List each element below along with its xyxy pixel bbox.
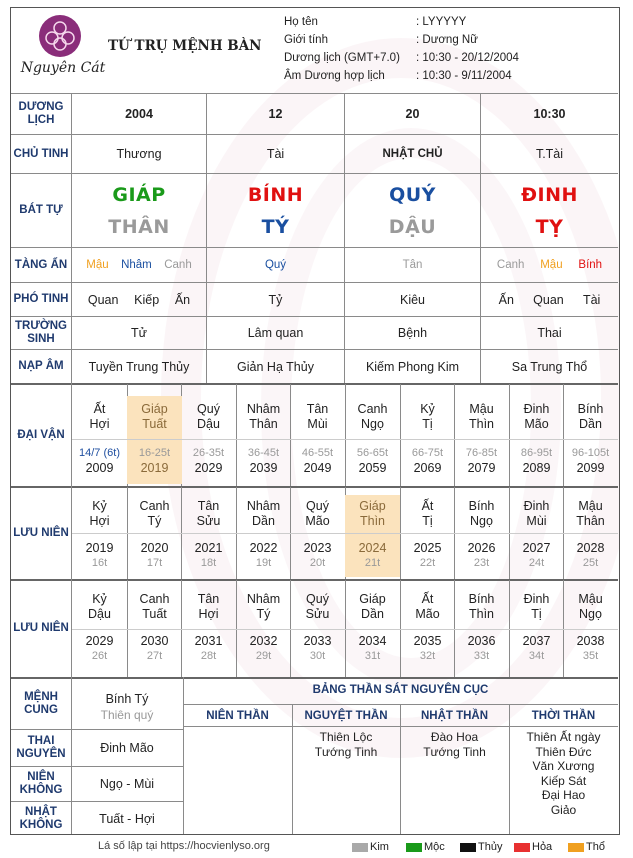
nguyet-item: Tướng Tinh — [314, 744, 378, 759]
cycle-cell — [563, 495, 618, 577]
legend-label: Hỏa — [532, 841, 553, 853]
thoi-than-list — [509, 730, 618, 817]
cycle-branch: Ngọ — [579, 607, 602, 621]
tang-an-item: Mậu — [540, 259, 563, 271]
legend-swatch — [568, 843, 584, 852]
cycle-branch: Mùi — [307, 417, 328, 431]
cycle-year: 2021 — [194, 541, 223, 555]
legend-item — [352, 840, 389, 854]
pho-tinh-item: Tài — [582, 292, 601, 307]
cycle-branch: Hợi — [89, 417, 110, 431]
cycle-age: 35t — [582, 650, 599, 662]
thoi-item: Thiên Ất ngày — [526, 730, 601, 744]
cycle-stem: Bính — [577, 402, 604, 416]
cycle-year: 2029 — [194, 461, 223, 475]
cycle-age: 76-85t — [465, 447, 498, 459]
element-legend — [352, 840, 627, 854]
cycle-branch: Dần — [361, 607, 384, 621]
cycle-year: 2028 — [576, 541, 605, 555]
cycle-age: 29t — [255, 650, 272, 662]
cycle-cell — [400, 495, 455, 577]
cycle-stem: Ất — [421, 499, 434, 513]
cycle-cell — [236, 396, 291, 484]
nguyet-item: Thiên Lộc — [319, 730, 373, 744]
cycle-branch: Dậu — [197, 417, 220, 431]
cycle-cell — [127, 396, 182, 484]
nhat-item: Tướng Tinh — [423, 744, 486, 759]
pho-tinh-item: Quan — [533, 292, 564, 307]
cycle-age: 19t — [255, 557, 272, 569]
cycle-year: 2031 — [194, 634, 223, 648]
cycle-stem: Kỷ — [92, 592, 107, 606]
cycle-cell — [454, 495, 509, 577]
pillar-chu-tinh: Tài — [266, 147, 285, 161]
cycle-cell — [509, 495, 564, 577]
pillar-duong-lich: 20 — [405, 107, 420, 121]
cycle-branch: Ngọ — [470, 514, 493, 528]
cycle-cell — [400, 396, 455, 484]
cycle-stem: Tân — [306, 402, 329, 416]
pillar-chu-tinh: Thương — [116, 147, 162, 161]
cycle-stem: Quý — [306, 592, 329, 606]
pillar-nap-am: Sa Trung Thổ — [511, 359, 588, 374]
cycle-year: 2027 — [522, 541, 551, 555]
pho-tinh-item: Quan — [87, 292, 119, 307]
col-nhat-than: NHẬT THẦN — [420, 709, 489, 722]
cycle-branch: Dậu — [88, 607, 111, 621]
label-chu-tinh: CHỦ TINH — [13, 147, 69, 160]
dai-van-divider — [72, 439, 618, 440]
label-nhat-khong: NHẬT KHÔNG — [19, 806, 63, 831]
cycle-branch: Thìn — [468, 417, 494, 431]
pillar-pho-tinh — [481, 283, 618, 316]
cycle-branch: Tuất — [142, 417, 167, 431]
luu-nien-divider — [72, 533, 618, 534]
cycle-year: 2029 — [85, 634, 114, 648]
cycle-year: 2022 — [249, 541, 278, 555]
label-luu-nien-2: LƯU NIÊN — [13, 622, 69, 634]
cycle-year: 2026 — [467, 541, 496, 555]
cycle-year: 2020 — [140, 541, 169, 555]
legend-label: Thổ — [586, 841, 605, 853]
label-menh-cung: MỆNH CUNG — [24, 690, 58, 716]
cycle-age: 24t — [528, 557, 545, 569]
page-title: TỨ TRỤ MỆNH BÀN — [108, 38, 262, 54]
info-row — [284, 13, 614, 31]
cycle-branch: Thân — [249, 417, 278, 431]
info-row — [284, 67, 614, 85]
nien-khong-value: Ngọ - Mùi — [99, 777, 155, 791]
cycle-age: 25t — [582, 557, 599, 569]
info-row — [284, 31, 614, 49]
tang-an-item: Canh — [164, 259, 192, 271]
cycle-age: 21t — [364, 557, 381, 569]
thoi-item: Thiên Đức — [535, 744, 592, 759]
cycle-branch: Mão — [305, 514, 330, 528]
cycle-branch: Tị — [531, 607, 542, 621]
info-row — [284, 49, 614, 67]
cycle-branch: Mão — [415, 607, 440, 621]
cycle-year: 2036 — [467, 634, 496, 648]
pillar-tang-an — [207, 248, 344, 282]
pillar-chi: TỴ — [535, 216, 564, 238]
cycle-year: 2019 — [140, 461, 169, 475]
cycle-cell — [509, 396, 564, 484]
pillar-can: QUÝ — [389, 184, 436, 206]
cycle-year: 2009 — [85, 461, 114, 475]
thoi-item: Kiếp Sát — [540, 773, 587, 788]
cycle-stem: Đinh — [523, 499, 550, 513]
cycle-age: 17t — [146, 557, 163, 569]
cycle-age: 32t — [419, 650, 436, 662]
cycle-cell — [454, 396, 509, 484]
cycle-stem: Đinh — [523, 592, 550, 606]
cycle-age: 66-75t — [411, 447, 444, 459]
person-info — [284, 13, 614, 85]
legend-swatch — [460, 843, 476, 852]
cycle-year: 2030 — [140, 634, 169, 648]
cycle-age: 86-95t — [520, 447, 553, 459]
cycle-year: 2024 — [358, 541, 387, 555]
info-value: : 10:30 - 20/12/2004 — [416, 52, 519, 64]
pho-tinh-item: Kiếp — [134, 292, 160, 307]
cycle-stem: Nhâm — [246, 592, 281, 606]
cycle-age: 56-65t — [356, 447, 389, 459]
cycle-stem: Quý — [197, 402, 220, 416]
pillar-truong-sinh: Bệnh — [397, 326, 428, 340]
cycle-age: 26t — [91, 650, 108, 662]
luu-nien-divider — [72, 629, 618, 630]
cycle-year: 2023 — [303, 541, 332, 555]
cycle-stem: Canh — [139, 499, 170, 513]
pillar-nap-am: Kiếm Phong Kim — [365, 359, 460, 374]
cycle-stem: Giáp — [141, 402, 168, 416]
cycle-year: 2025 — [413, 541, 442, 555]
cycle-branch: Tị — [422, 514, 433, 528]
cycle-age: 18t — [200, 557, 217, 569]
col-thoi-than: THỜI THẦN — [531, 709, 596, 722]
thoi-item: Đại Hao — [541, 788, 586, 802]
cycle-branch: Dần — [579, 417, 602, 431]
cycle-stem: Đinh — [523, 402, 550, 416]
chart-sheet — [10, 7, 620, 835]
pillar-can: BÍNH — [247, 184, 304, 206]
cycle-branch: Tuất — [142, 607, 167, 621]
pho-tinh-item: Ấn — [498, 292, 514, 307]
cycle-branch: Hợi — [89, 514, 110, 528]
logo-flower-icon — [37, 13, 83, 59]
cycle-branch: Tị — [422, 417, 433, 431]
cycle-branch: Thìn — [468, 607, 494, 621]
cycle-cell — [345, 495, 400, 577]
legend-item — [460, 840, 502, 854]
tang-an-item: Nhâm — [121, 259, 152, 271]
cycle-branch: Tý — [147, 514, 162, 528]
cycle-cell — [236, 495, 291, 577]
info-value: : LYYYYY — [416, 16, 467, 28]
cycle-age: 27t — [146, 650, 163, 662]
cycle-stem: Canh — [139, 592, 170, 606]
cycle-age: 22t — [419, 557, 436, 569]
label-bat-tu: BÁT TỰ — [19, 204, 63, 216]
than-sat-title: BẢNG THẦN SÁT NGUYÊN CỤC — [312, 684, 489, 696]
cycle-age: 28t — [200, 650, 217, 662]
legend-item — [568, 840, 605, 854]
cycle-cell — [72, 396, 127, 484]
menh-cung-value: Bính Tý — [105, 692, 149, 706]
nguyet-than-list — [292, 730, 400, 759]
pillar-duong-lich: 12 — [268, 107, 283, 121]
cycle-cell — [290, 495, 345, 577]
cycle-age: 23t — [473, 557, 490, 569]
tang-an-item: Bính — [578, 259, 603, 271]
info-value: : Dương Nữ — [416, 34, 478, 46]
nhat-than-list — [400, 730, 509, 759]
cycle-stem: Nhâm — [246, 499, 281, 513]
cycle-year: 2089 — [522, 461, 551, 475]
cycle-year: 2032 — [249, 634, 278, 648]
cycle-branch: Hợi — [198, 607, 219, 621]
cycle-branch: Sửu — [196, 514, 221, 528]
cycle-cell — [290, 396, 345, 484]
label-nien-khong: NIÊN KHÔNG — [19, 771, 63, 796]
menh-cung-sub: Thiên quý — [100, 708, 154, 722]
legend-item — [514, 840, 552, 854]
pillar-tang-an — [72, 248, 206, 282]
info-value: : 10:30 - 9/11/2004 — [416, 70, 512, 82]
cycle-age: 20t — [309, 557, 326, 569]
tang-an-item: Quý — [264, 259, 287, 271]
label-duong-lich: DƯƠNG LỊCH — [18, 101, 64, 126]
pillar-chi: TÝ — [261, 216, 290, 238]
nhat-khong-value: Tuất - Hợi — [99, 812, 155, 826]
pillar-can: ĐINH — [521, 184, 578, 206]
cycle-age: 16t — [91, 557, 108, 569]
pillar-truong-sinh: Thai — [537, 326, 562, 340]
cycle-year: 2037 — [522, 634, 551, 648]
thoi-item: Văn Xương — [532, 759, 595, 773]
info-key: Âm Dương hợp lịch — [284, 70, 385, 82]
cycle-age: 96-105t — [571, 447, 610, 459]
thai-nguyen-value: Đinh Mão — [100, 741, 154, 755]
legend-label: Kim — [370, 841, 389, 853]
cycle-age: 36-45t — [247, 447, 280, 459]
nhat-item: Đào Hoa — [430, 730, 479, 744]
cycle-age: 34t — [528, 650, 545, 662]
cycle-age: 16-25t — [138, 447, 171, 459]
legend-label: Thủy — [478, 841, 503, 853]
label-truong-sinh: TRƯỜNG SINH — [15, 320, 67, 345]
cycle-stem: Ất — [421, 592, 434, 606]
cycle-age: 30t — [309, 650, 326, 662]
pillar-duong-lich: 10:30 — [533, 107, 566, 121]
cycle-year: 2033 — [303, 634, 332, 648]
cycle-stem: Canh — [357, 402, 388, 416]
pillar-pho-tinh — [207, 283, 344, 316]
pillar-pho-tinh — [345, 283, 480, 316]
cycle-branch: Tý — [256, 607, 271, 621]
cycle-year: 2099 — [576, 461, 605, 475]
pillar-truong-sinh: Tử — [130, 326, 147, 340]
label-pho-tinh: PHÓ TINH — [13, 293, 69, 305]
cycle-year: 2069 — [413, 461, 442, 475]
tang-an-item: Tân — [402, 259, 423, 271]
cycle-cell — [181, 396, 236, 484]
tang-an-item: Mậu — [86, 259, 109, 271]
source-link[interactable]: Lá số lập tại https://hocvienlyso.org — [98, 840, 270, 852]
cycle-cell — [181, 495, 236, 577]
cycle-branch: Ngọ — [361, 417, 384, 431]
cycle-cell — [563, 396, 618, 484]
pillar-chu-tinh: T.Tài — [535, 147, 564, 161]
cycle-stem: Ất — [93, 402, 106, 416]
cycle-age: 14/7 (6t) — [79, 447, 120, 459]
cycle-branch: Thìn — [359, 514, 385, 528]
legend-swatch — [406, 843, 422, 852]
label-thai-nguyen: THAI NGUYÊN — [16, 735, 66, 760]
logo-text: Nguyên Cát — [20, 60, 106, 76]
pillar-truong-sinh: Lâm quan — [247, 326, 304, 340]
label-nap-am: NẠP ÂM — [18, 360, 64, 372]
pillar-pho-tinh — [72, 283, 206, 316]
cycle-year: 2039 — [249, 461, 278, 475]
pillar-duong-lich: 2004 — [125, 107, 153, 121]
cycle-stem: Tân — [197, 499, 220, 513]
cycle-stem: Kỷ — [420, 402, 435, 416]
cycle-year: 2019 — [85, 541, 114, 555]
cycle-branch: Sửu — [305, 607, 330, 621]
cycle-year: 2035 — [413, 634, 442, 648]
thoi-item: Giảo — [550, 802, 577, 817]
info-key: Dương lịch (GMT+7.0) — [284, 52, 400, 64]
cycle-stem: Quý — [306, 499, 329, 513]
cycle-cell — [345, 396, 400, 484]
cycle-year: 2059 — [358, 461, 387, 475]
cycle-age: 26-35t — [192, 447, 225, 459]
cycle-branch: Thân — [576, 514, 605, 528]
tang-an-item: Canh — [496, 259, 525, 271]
info-key: Giới tính — [284, 34, 328, 46]
label-tang-an: TÀNG ẨN — [14, 258, 68, 271]
cycle-cell — [72, 495, 127, 577]
pillar-nap-am: Tuyền Trung Thủy — [88, 359, 190, 374]
legend-item — [406, 840, 445, 854]
cycle-stem: Mậu — [469, 402, 494, 416]
cycle-stem: Bính — [468, 592, 495, 606]
pillar-tang-an — [345, 248, 480, 282]
pillar-can: GIÁP — [112, 184, 166, 206]
col-nien-than: NIÊN THẦN — [206, 709, 269, 722]
cycle-stem: Kỷ — [92, 499, 107, 513]
pillar-nap-am: Giản Hạ Thủy — [237, 359, 314, 374]
pho-tinh-item: Kiêu — [399, 292, 426, 307]
col-nguyet-than: NGUYỆT THẦN — [304, 709, 388, 722]
pillar-tang-an — [481, 248, 618, 282]
cycle-year: 2034 — [358, 634, 387, 648]
pillar-chi: THÂN — [108, 216, 170, 238]
legend-swatch — [352, 843, 368, 852]
cycle-year: 2079 — [467, 461, 496, 475]
pho-tinh-item: Ấn — [174, 292, 191, 307]
cycle-stem: Mậu — [578, 592, 603, 606]
cycle-stem: Tân — [197, 592, 220, 606]
cycle-stem: Giáp — [359, 592, 386, 606]
cycle-year: 2049 — [303, 461, 332, 475]
legend-label: Mộc — [424, 841, 445, 853]
pho-tinh-item: Tỷ — [268, 292, 283, 307]
cycle-stem: Bính — [468, 499, 495, 513]
cycle-cell — [127, 495, 182, 577]
cycle-age: 46-55t — [301, 447, 334, 459]
info-key: Họ tên — [284, 16, 318, 28]
cycle-age: 33t — [473, 650, 490, 662]
label-luu-nien-1: LƯU NIÊN — [13, 526, 69, 539]
cycle-stem: Nhâm — [246, 402, 281, 416]
cycle-branch: Mùi — [526, 514, 547, 528]
cycle-stem: Mậu — [578, 499, 603, 513]
cycle-branch: Dần — [252, 514, 275, 528]
cycle-branch: Mão — [524, 417, 549, 431]
legend-swatch — [514, 843, 530, 852]
pillar-chi: DẬU — [388, 216, 437, 238]
pillar-chu-tinh: NHẬT CHỦ — [382, 148, 443, 160]
cycle-year: 2038 — [576, 634, 605, 648]
cycle-age: 31t — [364, 650, 381, 662]
cycle-stem: Giáp — [359, 499, 386, 513]
label-dai-van: ĐẠI VẬN — [17, 428, 65, 441]
